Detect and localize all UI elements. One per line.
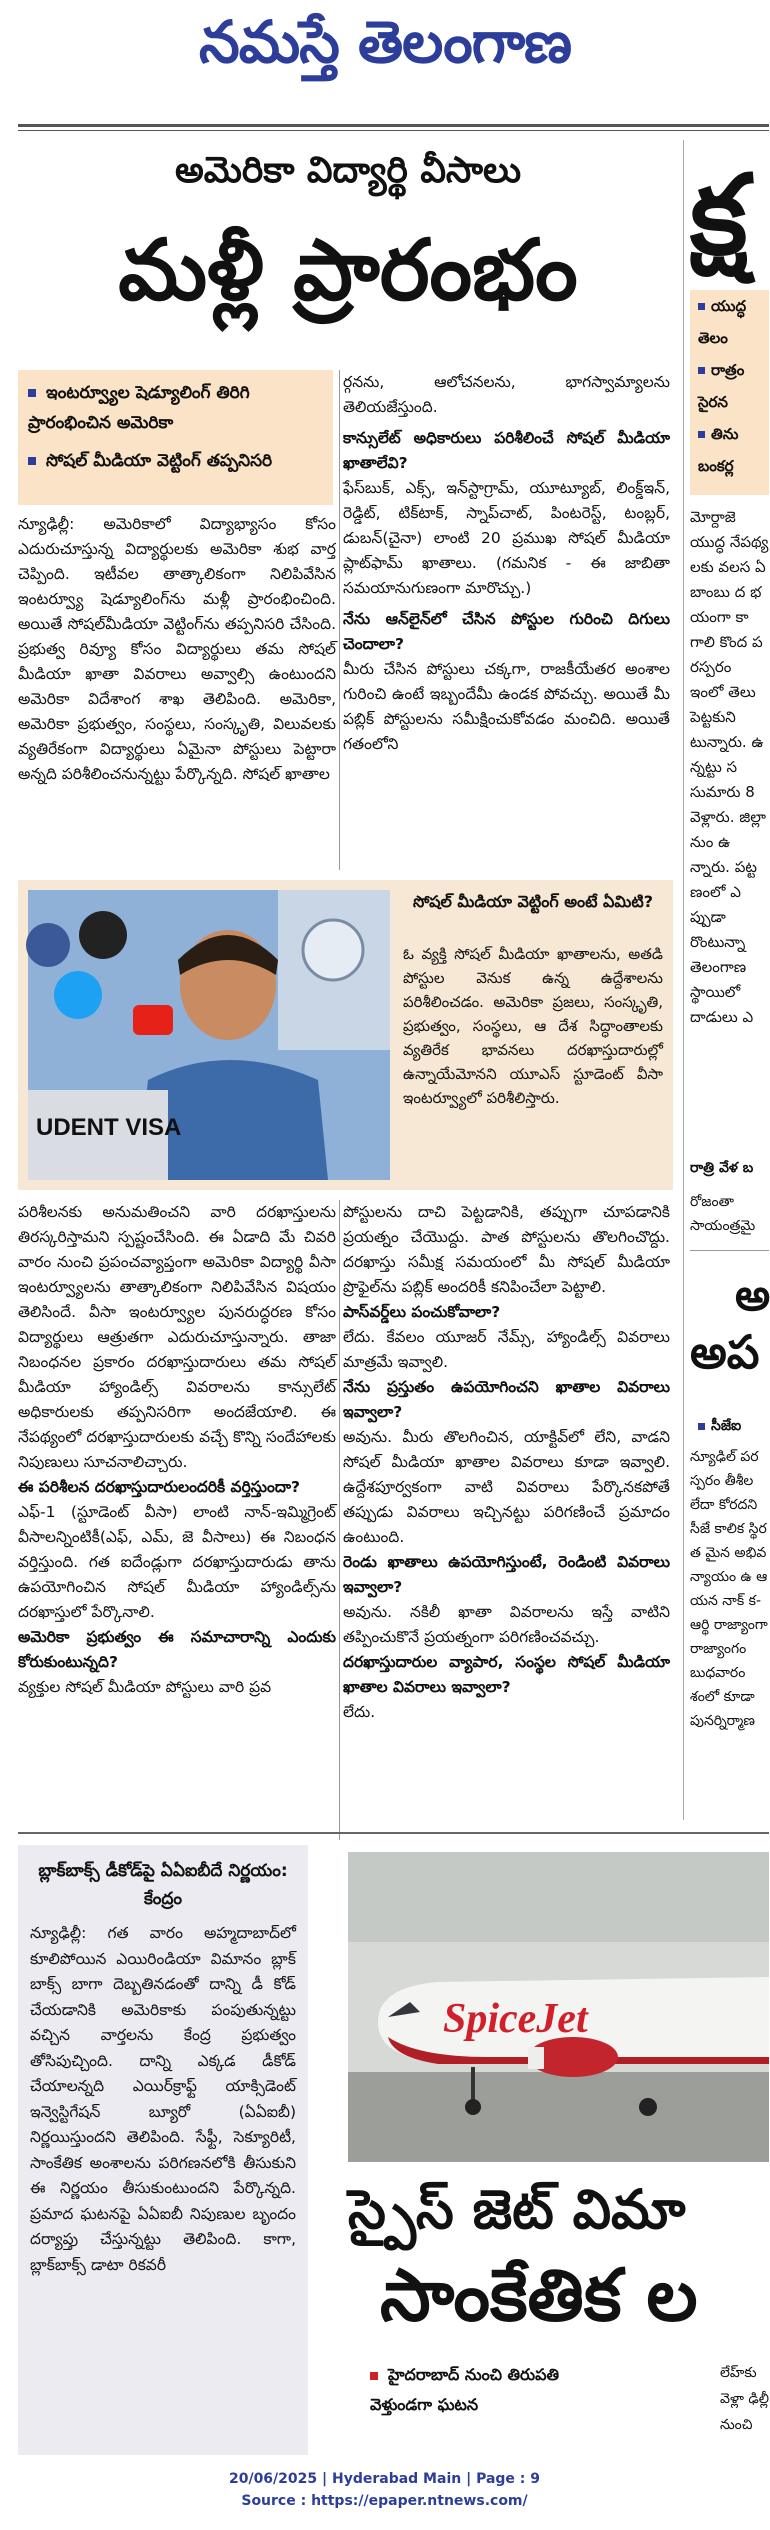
- question: పాస్‌వర్డ్‌లు పంచుకోవాలా?: [343, 1303, 501, 1321]
- paragraph: పోస్టులను దాచి పెట్టడానికి, తప్పుగా చూపడానికి ప్రయత్నం చేయొద్దు. పాత పోస్టులను తొలగించొద్దు. దరఖాస్తు సమీక్ష సమయంలో మీ సోషల్ మీడియా ప్రొఫైల్‌ను పబ్లిక్ అందరికీ కనిపించేలా పెట్టాలి.: [343, 1203, 670, 1296]
- answer: అవును. మీరు తొలగించిన, యాక్టివ్‌లో లేని, వాడని సోషల్ మీడియా ఖాతాల వివరాలు కూడా ఇవ్వాలి. ఉద్దేశపూర్వకంగా వాటి వివరాలు పేర్కొనకపోతే తప్పుడు వివరాలు ఇచ్చినట్టు పరిగణించే ప్రమాదం ఉంటుంది.: [343, 1428, 670, 1546]
- highlight-item: ఇంటర్వ్యూల షెడ్యూలింగ్ తిరిగి ప్రారంభించిన అమెరికా: [28, 383, 250, 433]
- highlight-item: సోషల్ మీడియా వెట్టింగ్ తప్పనిసరి: [28, 446, 323, 476]
- right-bullet-item: యుద్ధ: [698, 290, 769, 322]
- right-bullet-item: బంకర్ల: [698, 457, 734, 475]
- student-illustration: [28, 890, 390, 1180]
- question: రెండు ఖాతాలు ఉపయోగిస్తుంటే, రెండింటి వివరాలు ఇవ్వాలా?: [343, 1553, 670, 1596]
- blackbox-story: [18, 1845, 308, 2455]
- right-bullet2: సీజేఐ: [690, 1418, 769, 1437]
- bullet-icon: [28, 389, 36, 397]
- bullet-icon: [698, 367, 705, 374]
- bullet-icon: [698, 431, 705, 438]
- question: ఈ పరిశీలన దరఖాస్తుదారులందరికీ వర్తిస్తుందా?: [18, 1478, 300, 1496]
- right-story-text3: న్యూఢిల్ పరస్పరం తీశీల లేదా కోరదని సీజే కాలిక స్థిరత మైన అభివ న్యాయం ఉ ఆయన నాక్ క-ఆర్థి రాజ్యాంగా రాజ్యాంగం బుధవారం శంలో కూడా పునర్నిర్మాణ: [690, 1449, 768, 1729]
- sidebar-box: [18, 880, 673, 1190]
- right-bullet-item: తెలం: [698, 329, 728, 347]
- footer-source-link[interactable]: Source : https://epaper.ntnews.com/: [241, 2493, 528, 2509]
- page-footer: [0, 2468, 769, 2512]
- student-photo: [28, 890, 390, 1180]
- question: నేను ఆన్‌లైన్‌లో చేసిన పోస్టుల గురించి దిగులు చెందాలా?: [343, 610, 670, 653]
- right-story-text: మోర్దాజె యుద్ధ నేపథ్య లకు వలస ఏ బాంబు ద భయంగా కా గాలి కొంద పరస్పరం ఇంలో తెలు పెట్టకుని టున్నారు. ఉన్నట్టు స సుమారు 8 వెళ్లారు. జిల్లా నుం ఉన్నారు. పట్టణంలో ఎప్పుడా రొంటున్నా తెలంగాణ స్థాయిలో దాడులు ఎ: [690, 508, 769, 1026]
- answer: లేదు. కేవలం యూజర్ నేమ్స్, హ్యాండిల్స్ వివరాలు మాత్రమే ఇవ్వాలి.: [343, 1328, 670, 1371]
- masthead-rule: [18, 124, 769, 127]
- spicejet-headline2: సాంకేతిక ల: [380, 2253, 698, 2337]
- main-story-headline: మళ్లీ ప్రారంభం: [118, 221, 578, 319]
- section-divider: [18, 1832, 769, 1834]
- masthead-title: నమస్తే తెలంగాణ: [199, 8, 571, 76]
- right-bullet-item: రాత్రం: [698, 354, 769, 386]
- main-story-col2-bottom: [343, 1200, 670, 1845]
- spicejet-bullet: హైదరాబాద్ నుంచి తిరుపతి వెళ్తుండగా ఘటన: [370, 2365, 559, 2414]
- question: కాన్సులేట్ అధికారులు పరిశీలించే సోషల్ మీడియా ఖాతాలేవి?: [343, 429, 670, 472]
- svg-text:UDENT VISA: UDENT VISA: [36, 1114, 182, 1141]
- footer-date-line: 20/06/2025 | Hyderabad Main | Page : 9: [228, 2471, 541, 2487]
- answer: మీరు చేసిన పోస్టులు చక్కగా, రాజకీయేతర అంశాల గురించి ఉంటే ఇబ్బందేమీ ఉండక పోవచ్చు. అయితే మీ పబ్లిక్ పోస్టులను సమీక్షించుకోవడం మంచిది. అయితే గతంలోని: [343, 660, 670, 753]
- airplane-illustration: [348, 1852, 769, 2162]
- blackbox-text: న్యూఢిల్లీ: గత వారం అహ్మదాబాద్‌లో కూలిపోయిన ఎయిరిండియా విమానం బ్లాక్ బాక్స్ బాగా దెబ్బతినడంతో దాన్ని డీ కోడ్ చేయడానికి అమెరికాకు పంపుతున్నట్టు వచ్చిన వార్తలను కేంద్ర ప్రభుత్వం తోసిపుచ్చింది. దాన్ని ఎక్కడ డీకోడ్ చేయాలన్నది ఎయిర్‌క్రాఫ్ట్ యాక్సిడెంట్ ఇన్వెస్టిగేషన్ బ్యూరో (ఏఏఐబీ) నిర్ణయిస్తుందని తెలిపింది. సేఫ్టీ, సెక్యూరిటీ, సాంకేతిక అంశాలను పరిగణనలోకి తీసుకుని ఈ నిర్ణయం తీసుకుంటుందని పేర్కొన్నది. ప్రమాద ఘటనపై ఏఏఐబీ నిపుణుల బృందం దర్యాప్తు చేస్తున్నట్టు తెలిపింది. కాగా, బ్లాక్‌బాక్స్ డాటా రికవరీ: [30, 1924, 296, 2274]
- story-divider: [683, 140, 684, 1820]
- bullet-icon: [698, 1423, 705, 1430]
- right-story-highlights: [690, 290, 769, 495]
- main-story-col1-bottom: [18, 1200, 336, 1845]
- right-headline2b: అప: [690, 1325, 760, 1379]
- answer: ఎఫ్-1 (స్టూడెంట్ వీసా) లాంటి నాన్-ఇమ్మిగ్రెంట్ వీసాలన్నింటికీ(ఎఫ్, ఎమ్, జె వీసాలు) ఈ నిబంధన వర్తిస్తుంది. గత ఐదేండ్లుగా దరఖాస్తుదారుడు తాను ఉపయోగించిన సోషల్ మీడియా హ్యాండిల్స్‌ను దరఖాస్తులో పేర్కొనాలి.: [18, 1503, 336, 1621]
- masthead: [0, 0, 769, 100]
- column-divider: [339, 1200, 340, 1840]
- paragraph: ర్గనను, ఆలోచనలను, భాగస్వామ్యాలను తెలియజేస్తుంది.: [343, 373, 670, 416]
- question: అమెరికా ప్రభుత్వం ఈ సమాచారాన్ని ఎందుకు కోరుకుంటున్నది?: [18, 1628, 336, 1671]
- highlights-box: [18, 370, 333, 505]
- blackbox-headline: బ్లాక్‌బాక్స్ డీకోడ్‌పై ఏఏఐబీదే నిర్ణయం: కేంద్రం: [38, 1861, 288, 1909]
- right-divider: [690, 1250, 769, 1251]
- answer: వ్యక్తుల సోషల్ మీడియా పోస్టులు వారి ప్రవ: [18, 1678, 272, 1696]
- spicejet-headline1: స్పైస్ జెట్ విమా: [348, 2178, 686, 2241]
- answer: ఫేస్‌బుక్, ఎక్స్, ఇన్‌స్టాగ్రామ్, యూట్యూబ్, లింక్డ్‌ఇన్, రెడ్డిట్, టిక్‌టాక్, స్నాప్‌చాట్, పింటరెస్ట్, టంబ్లర్, డుబన్(చైనా) లాంటి 20 ప్రముఖ సోషల్ మీడియా ప్లాట్‌ఫామ్ ఖాతాలు. (గమనిక - ఈ జాబితా సమయానుగుణంగా మారొచ్చు.): [343, 479, 670, 597]
- answer: లేదు.: [343, 1703, 376, 1721]
- masthead-rule-thin: [18, 130, 769, 131]
- bullet-icon: [28, 457, 36, 465]
- spicejet-photo: [348, 1852, 769, 2162]
- answer: అవును. నకిలీ ఖాతా వివరాలను ఇస్తే వాటిని తప్పించుకొనే ప్రయత్నంగా పరిగణించవచ్చు.: [343, 1603, 670, 1646]
- paragraph: న్యూఢిల్లీ: అమెరికాలో విద్యాభ్యాసం కోసం ఎదురుచూస్తున్న విద్యార్థులకు అమెరికా శుభ వార్త చెప్పింది. ఇటీవల తాత్కాలికంగా నిలిపివేసిన ఇంటర్వ్యూ షెడ్యూలింగ్‌ను మళ్లీ ప్రారంభించింది. అయితే సోషల్‌మీడియా వెట్టింగ్‌ను తప్పనిసరి చేసింది. ప్రభుత్వ రివ్యూ కోసం విద్యార్థులు తమ సోషల్ మీడియా ఖాతా వివరాలు అవ్వాల్సి ఉంటుందని అమెరికా విదేశాంగ శాఖ తెలిపింది. అమెరికా, అమెరికా ప్రభుత్వం, సంస్థలు, సంస్కృతి, విలువలకు వ్యతిరేకంగా విద్యార్థులు ఏమైనా పోస్టులు పెట్టారా అన్నది పరిశీలించనున్నట్టు పేర్కొన్నది. సోషల్ ఖాతాల: [18, 515, 336, 783]
- sidebar-text: ఓ వ్యక్తి సోషల్ మీడియా ఖాతాలను, అతడి పోస్టుల వెనుక ఉన్న ఉద్దేశాలను పరిశీలించడం. అమెరికా ప్రజలు, సంస్కృతి, ప్రభుత్వం, సంస్థలు, ఆ దేశ సిద్ధాంతాలకు వ్యతిరేక భావనలు దరఖాస్తుదారుల్లో ఉన్నాయేమోనని యూఎస్ స్టూడెంట్ వీసా ఇంటర్వ్యూలో పరిశీలిస్తారు.: [403, 945, 663, 1107]
- main-story-col2-top: [343, 370, 670, 870]
- paragraph: పరిశీలనకు అనుమతించని వారి దరఖాస్తులను తిరస్కరిస్తామని స్పష్టంచేసింది. ఈ ఏడాది మే చివరి వారం నుంచి ప్రపంచవ్యాప్తంగా అమెరికా విద్యార్థి వీసా ఇంటర్వ్యూలను తాత్కాలికంగా నిలిపివేసిన విషయం తెలిసిందే. వీసా ఇంటర్వ్యూల పునరుద్ధరణ కోసం విద్యార్థులు ఆత్రుతగా ఎదురుచూస్తున్నారు. తాజా నిబంధనల ప్రకారం దరఖాస్తుదారులు తమ సోషల్ మీడియా హ్యాండిల్స్ వివరాలను కాన్సులేట్ అధికారులకు తప్పనిసరిగా అందజేయాలి. ఈ నేపథ్యంలో దరఖాస్తుదారులకు వచ్చే కొన్ని సందేహాలకు నిపుణులు సూచనాలిచ్చారు.: [18, 1203, 336, 1471]
- sidebar-title: సోషల్ మీడియా వెట్టింగ్ అంటే ఏమిటి?: [412, 892, 653, 911]
- question: దరఖాస్తుదారుల వ్యాపార, సంస్థల సోషల్ మీడియా ఖాతాల వివరాలు ఇవ్వాలా?: [343, 1653, 670, 1696]
- question: నేను ప్రస్తుతం ఉపయోగించని ఖాతాల వివరాలు ఇవ్వాలా?: [343, 1378, 670, 1421]
- main-story-kicker: అమెరికా విద్యార్థి వీసాలు: [174, 150, 522, 191]
- right-bullet-item: సైరన: [698, 393, 728, 411]
- right-story-text2: రోజంతా సాయంత్రమై: [690, 1194, 756, 1234]
- bullet-icon: [370, 2372, 378, 2380]
- spicejet-side-text: లేహ్‌కు వెళ్లా ఢిల్లీ నుంచి: [720, 2365, 769, 2433]
- column-divider: [339, 370, 340, 870]
- right-headline2: అ: [735, 1270, 770, 1321]
- svg-text:SpiceJet: SpiceJet: [443, 1996, 588, 2042]
- right-story-headline: క్ష: [690, 151, 748, 279]
- bullet-icon: [698, 303, 705, 310]
- right-night-note: రాత్రి వేళ బ: [690, 1160, 754, 1176]
- right-bullet-item: తిను: [698, 418, 769, 450]
- main-story-col1-top: [18, 512, 336, 867]
